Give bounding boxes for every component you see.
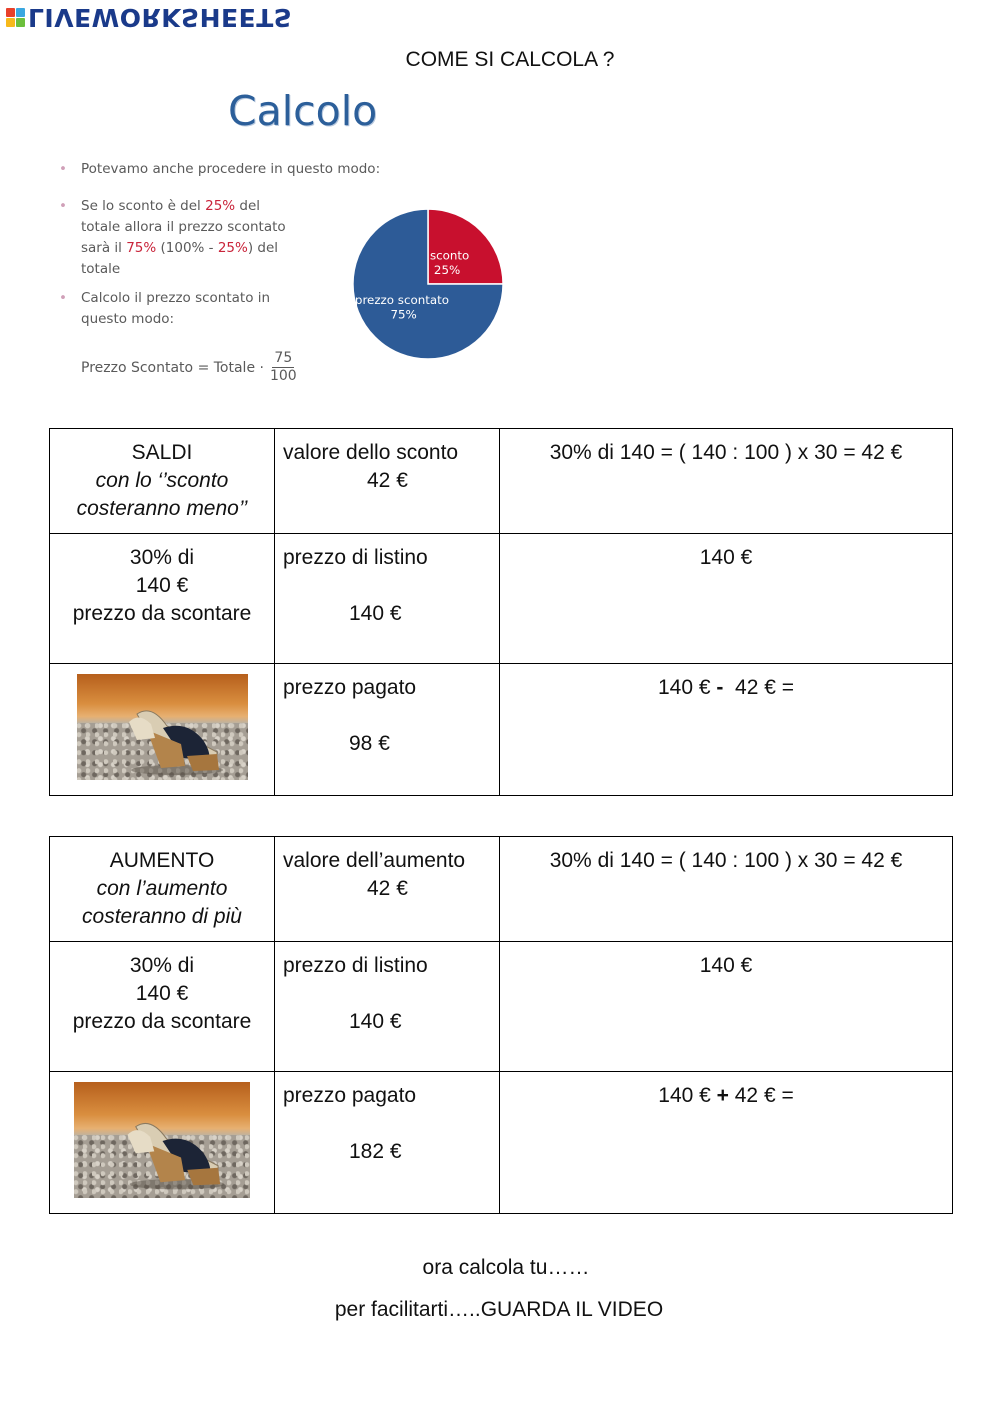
pie-label-sconto: sconto (429, 248, 470, 263)
listino-cell: prezzo di listino 140 € (275, 942, 500, 1072)
table-row (50, 534, 953, 664)
bullet-dot-icon: • (59, 198, 67, 214)
footer-video-hint: per facilitarti…..GUARDA IL VIDEO (334, 1298, 664, 1321)
saldi-label-cell: SALDI con lo ‘’sconto costeranno meno’’ (50, 429, 275, 534)
discount-formula: Prezzo Scontato = Totale · $\frac{75}{100}$ (81, 350, 297, 384)
table-row (50, 1072, 953, 1214)
slide-title: Calcolo (228, 87, 378, 135)
page-title: COME SI CALCOLA ? (405, 48, 615, 71)
logo-blocks-icon (6, 8, 25, 27)
sconto-value-cell: valore dello sconto 42 € (275, 429, 500, 534)
formula-fraction: $\frac{75}{100}$ (269, 350, 297, 384)
saldi-table (49, 428, 953, 796)
aumento-value-cell: valore dell’aumento 42 € (275, 837, 500, 942)
table-row (50, 837, 953, 942)
prezzo-pagato-cell: prezzo pagato 98 € (275, 664, 500, 796)
listino-answer-cell: 140 € (500, 942, 953, 1072)
shoe-photo (77, 674, 248, 780)
subtraction-cell: 140 € - 42 € = (500, 664, 953, 796)
bullet-dot-icon: • (59, 290, 67, 306)
prezzo-pagato-cell: prezzo pagato 182 € (275, 1072, 500, 1214)
table-row (50, 664, 953, 796)
addition-cell: 140 € + 42 € = (500, 1072, 953, 1214)
liveworksheets-logo (6, 2, 292, 32)
slide-bullet-3: • Calcolo il prezzo scontato in questo modo: (59, 290, 271, 327)
aumento-label-cell: AUMENTO con l’aumento costeranno di più (50, 837, 275, 942)
listino-answer-cell: 140 € (500, 534, 953, 664)
shoe-photo-cell (50, 664, 275, 796)
calcolo-slide (56, 85, 526, 405)
table-row (50, 942, 953, 1072)
footer-prompt: ora calcola tu…… (422, 1256, 590, 1279)
table-row (50, 429, 953, 534)
aumento-calculation-cell: 30% di 140 = ( 140 : 100 ) x 30 = 42 € (500, 837, 953, 942)
listino-cell: prezzo di listino 140 € (275, 534, 500, 664)
percent-cell: 30% di 140 € prezzo da scontare (50, 534, 275, 664)
logo-text: LIVEWORKSHEETS (28, 2, 293, 32)
aumento-table (49, 836, 953, 1214)
percent-cell: 30% di 140 € prezzo da scontare (50, 942, 275, 1072)
sconto-calculation-cell: 30% di 140 = ( 140 : 100 ) x 30 = 42 € (500, 429, 953, 534)
pie-label-prezzo: prezzo scontato (354, 292, 450, 307)
pie-value-prezzo: 75% (390, 307, 417, 322)
pie-chart (349, 205, 507, 363)
shoe-photo-cell (50, 1072, 275, 1214)
bullet-dot-icon: • (59, 161, 67, 177)
shoe-photo (74, 1082, 250, 1198)
slide-bullet-2: • Se lo sconto è del 25% del totale allora il prezzo scontato sarà il 75% (100% - 25%) del totale (59, 198, 286, 277)
pie-value-sconto: 25% (433, 263, 461, 278)
slide-bullet-1: • Potevamo anche procedere in questo modo: (81, 159, 380, 180)
